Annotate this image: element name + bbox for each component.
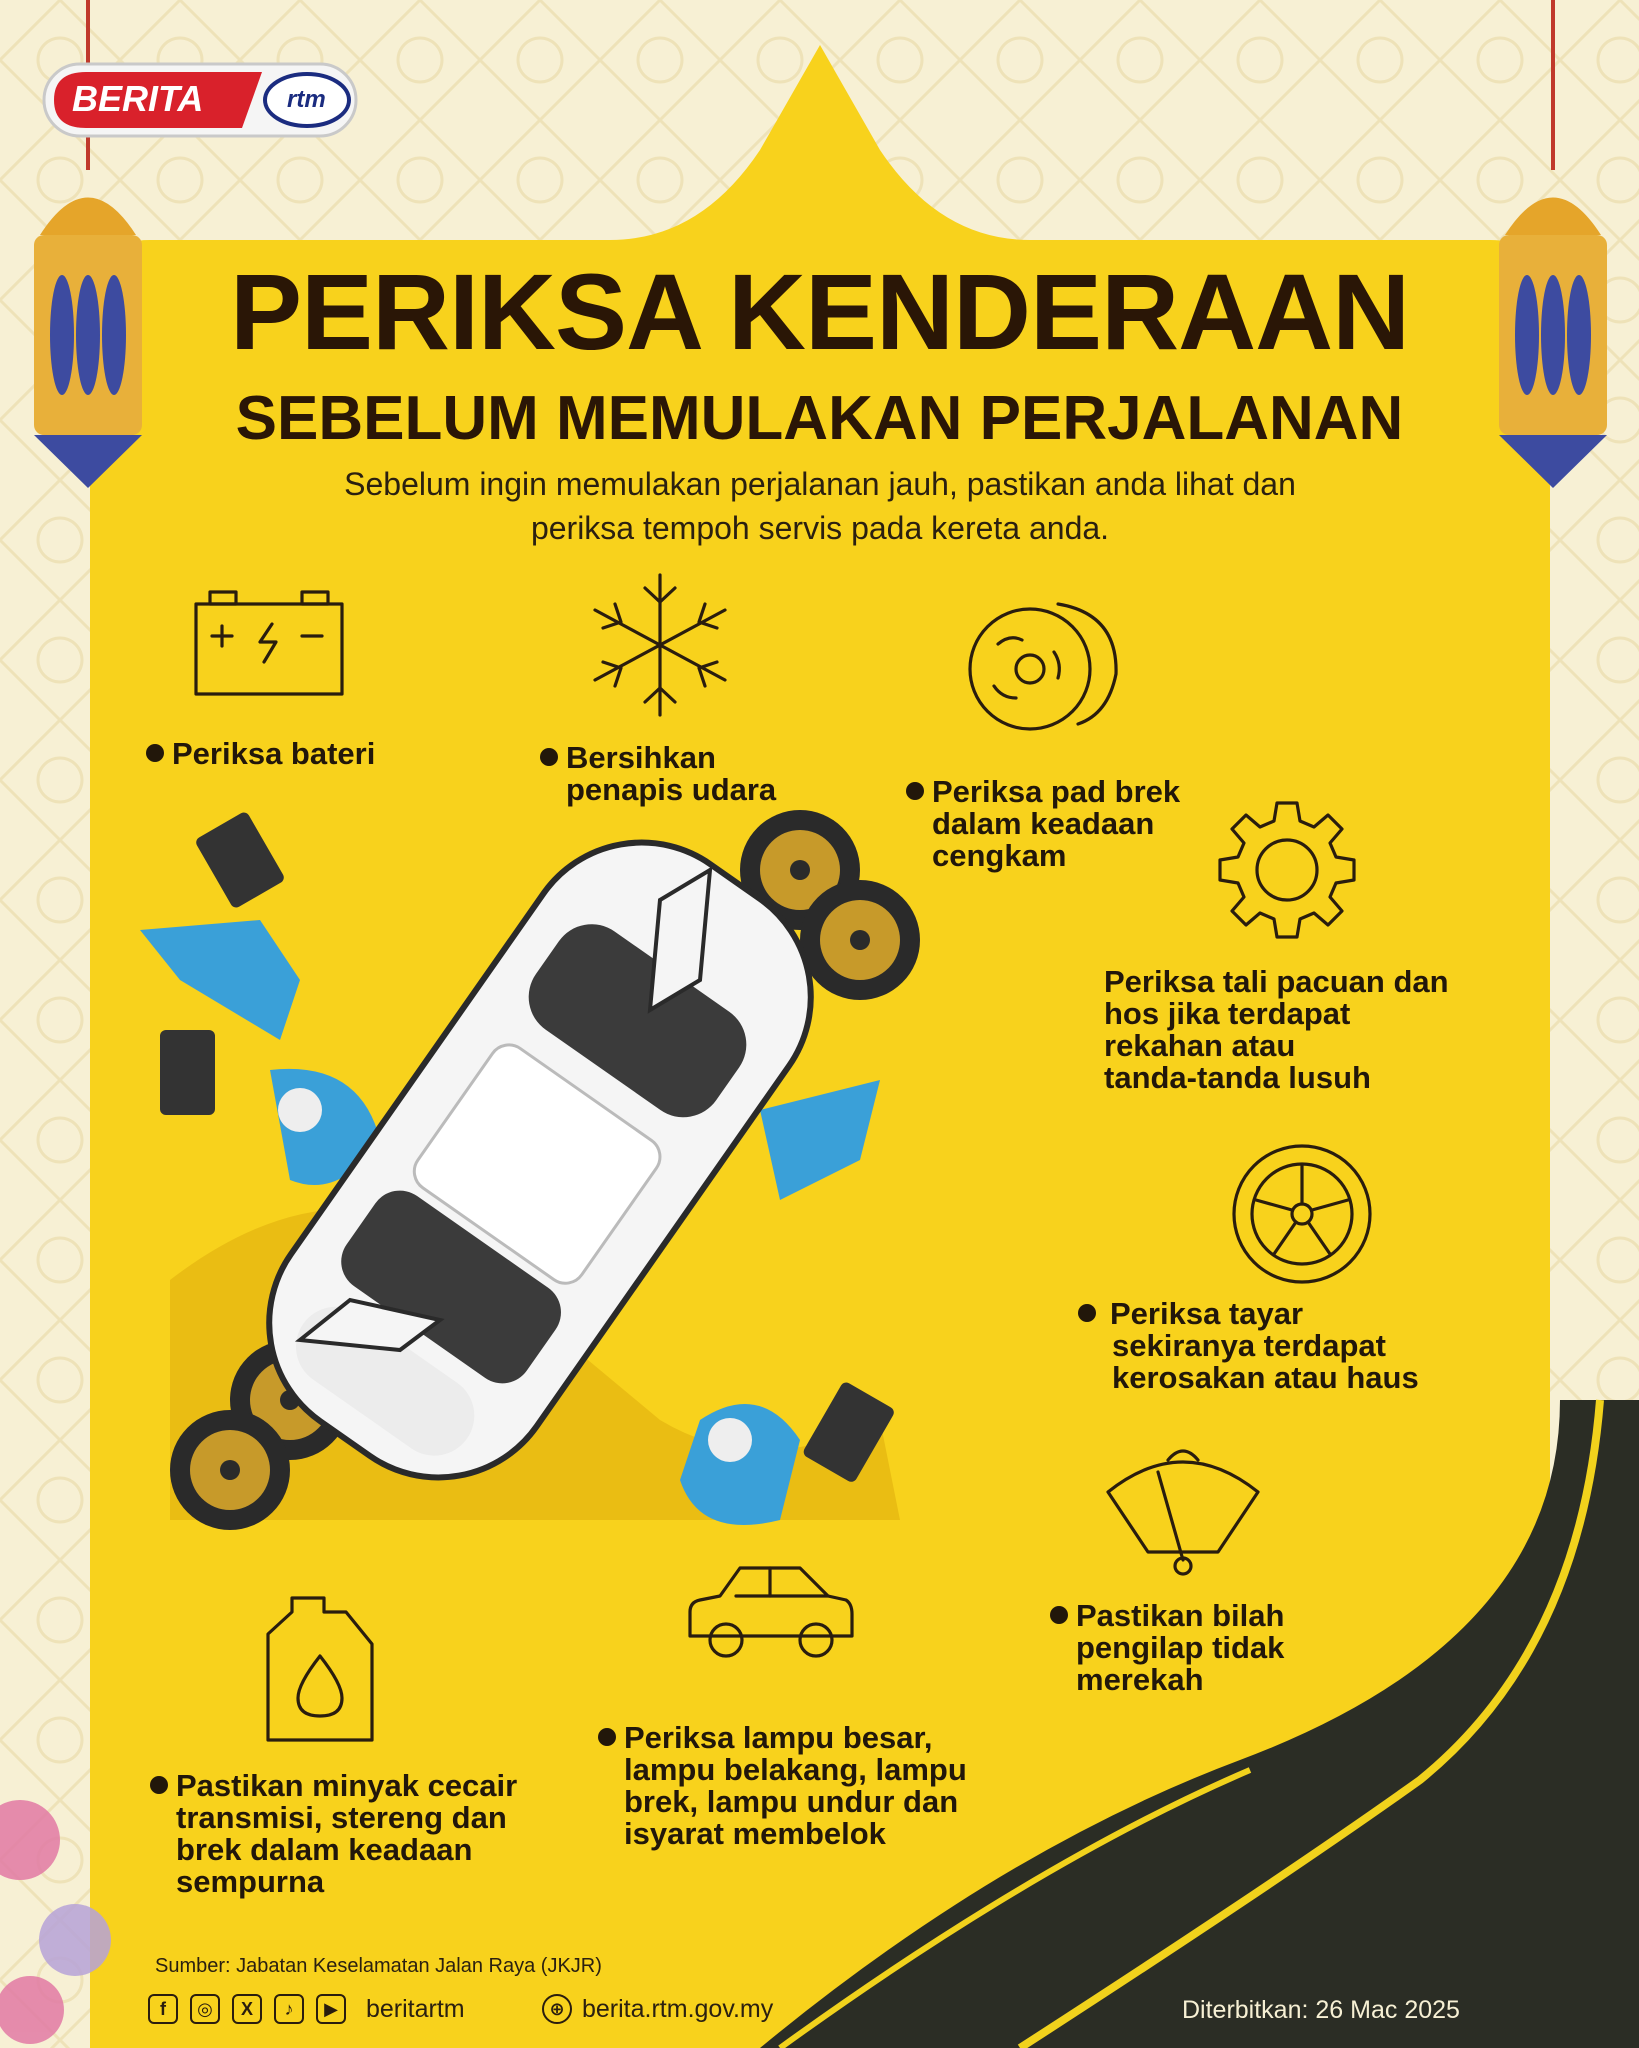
intro-text [200,462,1440,550]
tiktok-icon[interactable]: ♪ [274,1994,304,2024]
bullet-icon [598,1728,616,1746]
bullet-icon [1078,1304,1096,1322]
brake-disc-icon [958,594,1118,734]
tip-fluids: Pastikan minyak cecair transmisi, stereng dan brek dalam keadaan sempurna [150,1770,517,1898]
bullet-icon [1050,1606,1068,1624]
intro-line-2: periksa tempoh servis pada kereta anda. [530,510,1110,546]
tip-lights: Periksa lampu besar, lampu belakang, lampu brek, lampu undur dan isyarat membelok [598,1722,967,1850]
tip-battery: Periksa bateri [146,738,375,770]
logo-sub-text: rtm [287,86,326,113]
tip-brake-pad: Periksa pad brek dalam keadaan cengkam [906,776,1180,872]
page-title: PERIKSA KENDERAAN [229,251,1410,372]
berita-rtm-logo [42,58,360,142]
tyre-icon [1228,1140,1376,1288]
facebook-icon[interactable]: f [148,1994,178,2024]
tip-tyre: Periksa tayar sekiranya terdapat kerosakan atau haus [1078,1298,1419,1394]
wiper-icon [1098,1442,1268,1582]
car-icon [680,1556,860,1676]
bullet-icon [906,782,924,800]
tip-drive-belt: Periksa tali pacuan dan hos jika terdapat rekahan atau tanda-tanda lusuh [1104,964,1449,1095]
instagram-icon[interactable]: ◎ [190,1994,220,2024]
tip-air-filter: Bersihkan penapis udara [540,742,776,806]
oil-can-icon [262,1594,378,1744]
social-links [148,1994,465,2024]
website-link[interactable]: ⊕ berita.rtm.gov.my [542,1994,773,2024]
snowflake-icon [585,570,735,720]
bullet-icon [146,744,164,762]
gear-icon [1212,795,1362,945]
globe-icon: ⊕ [542,1994,572,2024]
battery-icon [190,580,350,700]
bullet-icon [540,748,558,766]
bullet-icon [150,1776,168,1794]
source-text: Sumber: Jabatan Keselamatan Jalan Raya (JKJR) [155,1955,602,1977]
logo-text: BERITA [72,78,204,119]
social-handle[interactable]: beritartm [366,1994,465,2023]
published-date: Diterbitkan: 26 Mac 2025 [1182,1996,1460,2024]
page-subtitle: SEBELUM MEMULAKAN PERJALANAN [235,384,1404,453]
tip-wiper: Pastikan bilah pengilap tidak merekah [1050,1600,1284,1696]
intro-line-1: Sebelum ingin memulakan perjalanan jauh, pastikan anda lihat dan [344,466,1296,502]
x-icon[interactable]: X [232,1994,262,2024]
youtube-icon[interactable]: ▶ [316,1994,346,2024]
car-illustration [140,780,940,1540]
